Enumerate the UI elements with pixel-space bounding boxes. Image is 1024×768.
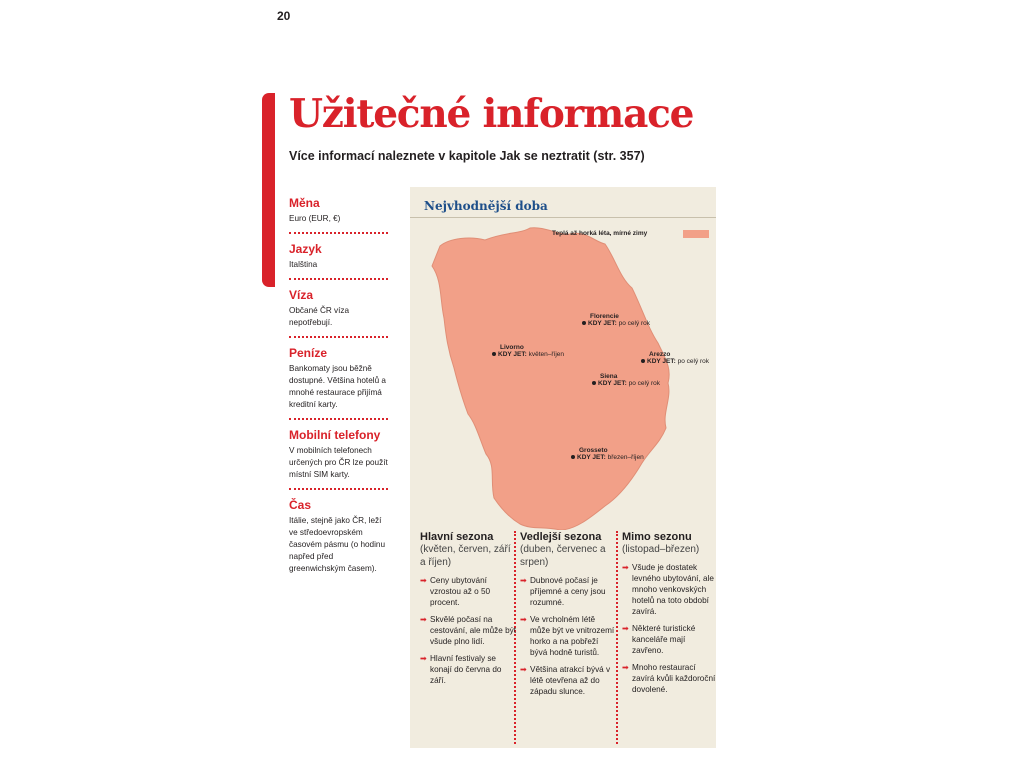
season-bullet: ➡ Mnoho restaurací zavírá kvůli každoroční dovolené. (622, 662, 718, 695)
city-grosseto (571, 447, 644, 461)
info-heading: Mobilní telefony (289, 428, 381, 442)
when-label: KDY JET: (577, 454, 606, 461)
season-bullet: ➡ Všude je dostatek levného ubytování, ale mnoho venkovských hotelů na toto období zavírá. (622, 562, 718, 617)
page-subtitle: Více informací naleznete v kapitole Jak se neztratit (str. 357) (289, 149, 645, 163)
info-block-visa (289, 288, 388, 338)
season-bullet: ➡ Ve vrcholném létě může být ve vnitrozemí horko a na pobřeží bývá hodně turistů. (520, 614, 616, 658)
info-heading: Víza (289, 288, 314, 302)
info-text: Občané ČR víza nepotřebují. (289, 306, 350, 327)
city-name: Grosseto (579, 447, 608, 454)
season-dates: (duben, červenec a srpen) (520, 544, 606, 568)
seasons-section (418, 531, 714, 746)
info-heading: Měna (289, 196, 320, 210)
tuscany-map (410, 218, 716, 530)
city-name: Siena (600, 373, 618, 380)
city-when: po celý rok (628, 380, 661, 387)
info-heading: Peníze (289, 346, 328, 360)
season-bullet: ➡ Některé turistické kanceláře mají zavřeno. (622, 623, 718, 656)
city-name: Florencie (590, 313, 619, 320)
season-dates: (listopad–březen) (622, 544, 700, 555)
info-block-language (289, 242, 388, 280)
panel-title: Nejvhodnější doba (424, 199, 548, 213)
city-florencie (582, 313, 650, 327)
city-dot (592, 381, 596, 385)
season-high (420, 531, 516, 692)
city-livorno (492, 344, 564, 358)
info-text: Itálie, stejně jako ČR, leží ve středoevropském časovém pásmu (o hodinu napřed před greenwichským časem). (289, 516, 386, 573)
season-heading: Hlavní sezona (420, 531, 494, 543)
map-legend-label: Teplá až horká léta, mírné zimy (552, 230, 648, 237)
city-when: po celý rok (677, 358, 710, 365)
city-dot (582, 321, 586, 325)
city-siena (592, 373, 660, 387)
info-text: Italština (289, 260, 318, 269)
page-number: 20 (277, 9, 291, 23)
when-label: KDY JET: (498, 351, 527, 358)
info-block-money (289, 346, 388, 420)
season-bullet: ➡ Většina atrakcí bývá v létě otevřena až do západu slunce. (520, 664, 616, 697)
city-dot (641, 359, 645, 363)
season-low (622, 531, 718, 701)
page-title: Užitečné informace (289, 91, 694, 137)
when-label: KDY JET: (598, 380, 627, 387)
city-when: květen–říjen (528, 351, 565, 358)
season-dates: (květen, červen, září a říjen) (420, 544, 511, 568)
when-label: KDY JET: (588, 320, 617, 327)
info-block-phones (289, 428, 388, 490)
info-heading: Čas (289, 498, 312, 512)
city-name: Livorno (500, 344, 524, 351)
city-dot (571, 455, 575, 459)
map-legend-swatch (683, 230, 709, 238)
info-block-currency (289, 196, 388, 234)
accent-bar (262, 93, 275, 287)
city-arezzo (641, 351, 709, 365)
city-when: březen–říjen (607, 454, 644, 461)
season-shoulder (520, 531, 616, 703)
info-heading: Jazyk (289, 242, 322, 256)
info-block-time (289, 498, 388, 582)
city-dot (492, 352, 496, 356)
season-bullet: ➡ Dubnové počasí je příjemné a ceny jsou rozumné. (520, 575, 616, 608)
info-text: Euro (EUR, €) (289, 214, 341, 223)
info-text: V mobilních telefonech určených pro ČR lze použít místní SIM karty. (289, 446, 388, 479)
best-time-panel (410, 187, 716, 748)
info-text: Bankomaty jsou běžně dostupné. Většina hotelů a mnohé restaurace přijímá kreditní karty. (289, 364, 386, 409)
season-heading: Mimo sezonu (622, 531, 692, 543)
city-when: po celý rok (618, 320, 651, 327)
season-bullet: ➡ Skvělé počasí na cestování, ale může být všude plno lidí. (420, 614, 516, 647)
info-column (289, 196, 388, 590)
city-name: Arezzo (649, 351, 671, 358)
season-bullet: ➡ Hlavní festivaly se konají do června do září. (420, 653, 516, 686)
when-label: KDY JET: (647, 358, 676, 365)
season-heading: Vedlejší sezona (520, 531, 602, 543)
season-bullet: ➡ Ceny ubytování vzrostou až o 50 procent. (420, 575, 516, 608)
